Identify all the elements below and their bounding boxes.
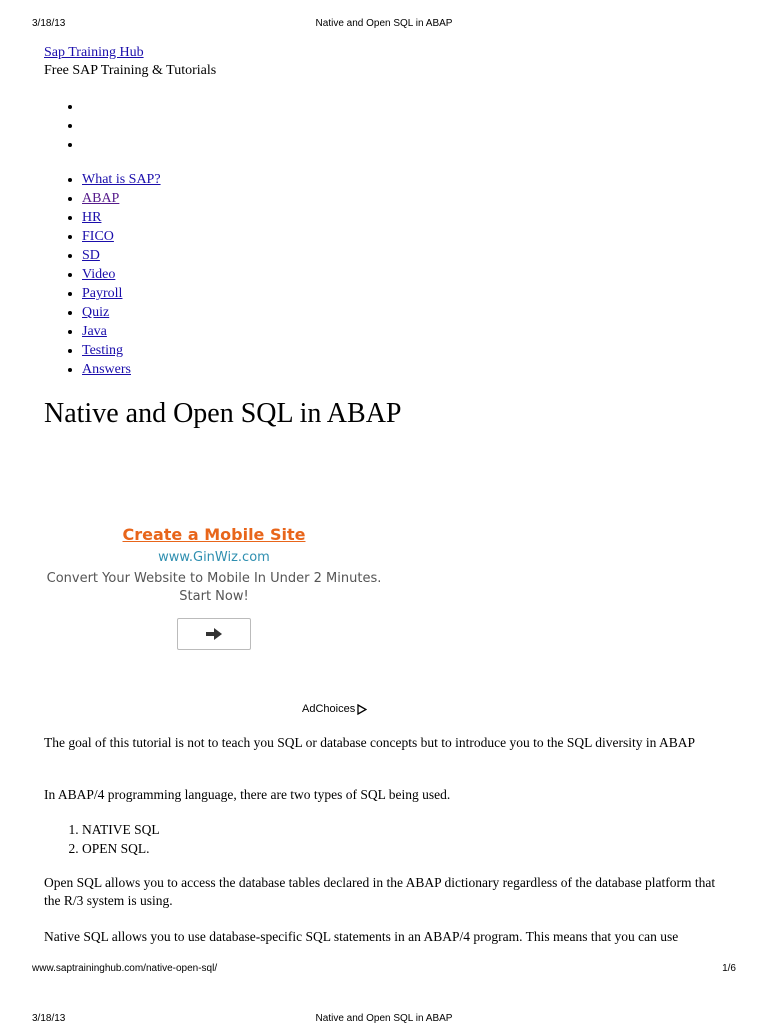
nav-item-fico — [82, 227, 734, 246]
nav-item-answers — [82, 360, 734, 379]
nav-item-testing — [82, 341, 734, 360]
ad-url[interactable]: www.GinWiz.com — [158, 550, 270, 565]
empty-list-item — [82, 116, 734, 135]
site-title-link[interactable]: Sap Training Hub — [44, 45, 144, 60]
adchoices[interactable] — [302, 703, 367, 715]
nav-link-testing[interactable]: Testing — [82, 343, 124, 358]
list-item: 1. NATIVE SQL — [82, 820, 160, 839]
main-nav — [44, 170, 734, 379]
ad-title[interactable]: Create a Mobile Site — [122, 525, 306, 544]
nav-item-video — [82, 265, 734, 284]
nav-link-answers[interactable]: Answers — [82, 362, 131, 377]
print-url: www.saptraininghub.com/native-open-sql/ — [32, 963, 218, 974]
nav-link-java[interactable]: Java — [82, 324, 107, 339]
adchoices-icon — [357, 704, 367, 715]
ad-text: Convert Your Website to Mobile In Under 2 Minutes. Start Now! — [46, 571, 382, 604]
open-sql-paragraph: Open SQL allows you to access the database tables declared in the ABAP dictionary regardless of the database platform that the R/3 system is using. — [44, 875, 716, 908]
intro-paragraph: The goal of this tutorial is not to teach you SQL or database concepts but to introduce you to the SQL diversity in ABAP — [44, 735, 696, 750]
arrow-right-icon — [206, 628, 222, 640]
list-item: 2. OPEN SQL. — [82, 839, 160, 858]
nav-item-hr — [82, 208, 734, 227]
site-description: Free SAP Training & Tutorials — [44, 63, 217, 78]
nav-link-video[interactable]: Video — [82, 267, 116, 282]
nav-link-what-is-sap[interactable]: What is SAP? — [82, 172, 161, 187]
ad-go-button[interactable] — [177, 618, 251, 650]
nav-item-sd — [82, 246, 734, 265]
print-title: Native and Open SQL in ABAP — [315, 1013, 453, 1024]
sql-types-list — [44, 820, 160, 858]
page-content — [44, 44, 734, 944]
nav-link-abap[interactable]: ABAP — [82, 191, 120, 206]
nav-item-payroll — [82, 284, 734, 303]
print-page-number: 1/6 — [722, 963, 736, 974]
page-title: Native and Open SQL in ABAP — [44, 398, 402, 429]
print-date: 3/18/13 — [32, 1013, 66, 1024]
empty-list-item — [82, 97, 734, 116]
adchoices-label: AdChoices — [302, 703, 356, 715]
native-sql-paragraph: Native SQL allows you to use database-specific SQL statements in an ABAP/4 program. This means that you can use — [44, 929, 679, 944]
nav-link-hr[interactable]: HR — [82, 210, 102, 225]
nav-link-payroll[interactable]: Payroll — [82, 286, 123, 301]
nav-item-java — [82, 322, 734, 341]
site-title — [44, 44, 734, 62]
nav-item-quiz — [82, 303, 734, 322]
print-title: Native and Open SQL in ABAP — [315, 18, 453, 29]
nav-item-abap — [82, 189, 734, 208]
nav-link-fico[interactable]: FICO — [82, 229, 114, 244]
print-date: 3/18/13 — [32, 18, 66, 29]
sql-types-paragraph: In ABAP/4 programming language, there are two types of SQL being used. — [44, 787, 451, 802]
nav-link-quiz[interactable]: Quiz — [82, 305, 110, 320]
nav-item-what-is-sap — [82, 170, 734, 189]
empty-list-item — [82, 135, 734, 154]
nav-link-sd[interactable]: SD — [82, 248, 100, 263]
ad-block[interactable] — [44, 524, 384, 650]
empty-list — [44, 97, 734, 154]
